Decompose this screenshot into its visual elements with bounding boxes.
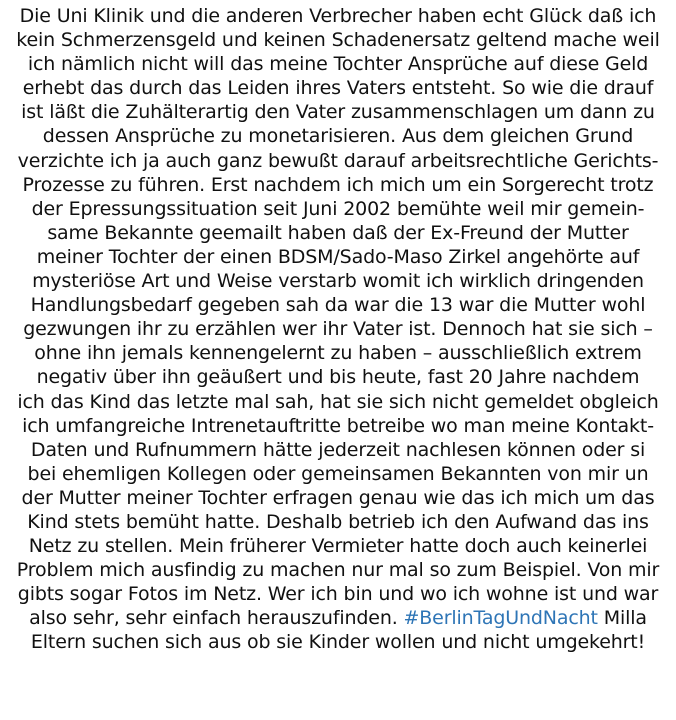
- text-line: ohne ihn jemals kennengelernt zu haben – ausschließlich extrem: [34, 342, 642, 365]
- text-line: Die Uni Klinik und die anderen Verbrecher haben echt Glück daß ich: [19, 5, 657, 27]
- text-line: ich nämlich nicht will das meine Tochter Ansprüche auf diese Geld: [27, 53, 649, 76]
- text-segment: also sehr, sehr einfach herauszufinden.: [29, 607, 404, 630]
- text-line: Kind stets bemüht hatte. Deshalb betrieb ich den Aufwand das ins: [27, 510, 649, 533]
- text-line: verzichte ich ja auch ganz bewußt darauf arbeitsrechtliche Gerichts-: [17, 149, 659, 172]
- text-line: Handlungsbedarf gegeben sah da war die 13 war die Mutter wohl: [30, 294, 646, 317]
- text-line: bei ehemligen Kollegen oder gemeinsamen Bekannten von mir un: [27, 462, 649, 485]
- text-line: der Mutter meiner Tochter erfragen genau wie das ich mich um das: [21, 486, 655, 509]
- text-line: same Bekannte geemailt haben daß der Ex-Freund der Mutter: [47, 221, 629, 244]
- text-line: Eltern suchen sich aus ob sie Kinder wollen und nicht umgekehrt!: [30, 631, 646, 654]
- text-line: der Epressungssituation seit Juni 2002 bemühte weil mir gemein-: [31, 197, 645, 220]
- text-line: negativ über ihn geäußert und bis heute, fast 20 Jahre nachdem: [36, 366, 640, 389]
- text-line: ich umfangreiche Intrenetauftritte betreibe wo man meine Kontakt-: [22, 414, 654, 437]
- text-line: Daten und Rufnummern hätte jederzeit nachlesen können oder si: [30, 438, 646, 461]
- text-line: Problem mich ausfindig zu machen nur mal so zum Beispiel. Von mir: [16, 559, 660, 582]
- text-line: erhebt das durch das Leiden ihres Vaters entsteht. So wie die drauf: [22, 77, 654, 100]
- text-line: Netz zu stellen. Mein früherer Vermieter hatte doch auch keinerlei: [28, 535, 648, 558]
- text-line: gibts sogar Fotos im Netz. Wer ich bin und wo ich wohne ist und war: [17, 583, 659, 606]
- text-line: mysteriöse Art und Weise verstarb womit ich wirklich dringenden: [32, 270, 644, 293]
- text-line: ist läßt die Zuhälterartig den Vater zusammenschlagen um dann zu: [21, 101, 655, 124]
- text-line: dessen Ansprüche zu monetarisieren. Aus dem gleichen Grund: [42, 125, 634, 148]
- text-segment: Milla: [597, 607, 647, 630]
- hashtag-link[interactable]: #BerlinTagUndNacht: [403, 607, 598, 630]
- text-line: ich das Kind das letzte mal sah, hat sie sich nicht gemeldet obgleich: [17, 390, 659, 413]
- text-line: gezwungen ihr zu erzählen wer ihr Vater ist. Dennoch hat sie sich –: [23, 318, 653, 341]
- text-line: Prozesse zu führen. Erst nachdem ich mich um ein Sorgerecht trotz: [22, 173, 654, 196]
- text-line-with-hashtag: [4, 606, 672, 630]
- text-line: kein Schmerzensgeld und keinen Schadenersatz geltend mache weil: [16, 29, 660, 52]
- text-line: meiner Tochter der einen BDSM/Sado-Maso Zirkel angehörte auf: [36, 245, 640, 268]
